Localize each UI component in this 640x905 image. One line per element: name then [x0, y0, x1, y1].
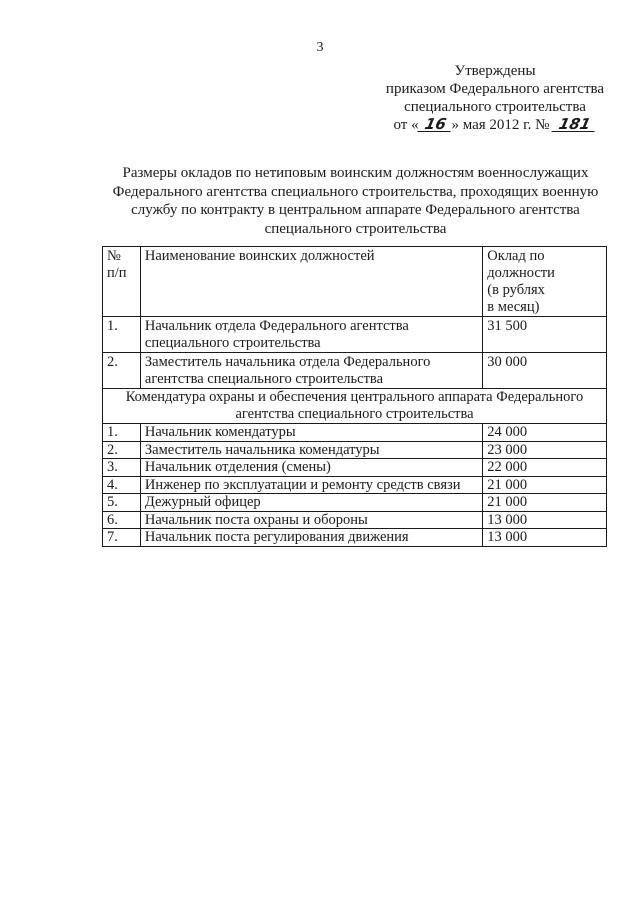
section-title	[103, 389, 607, 424]
row-salary: 13 000	[483, 529, 607, 547]
row-num: 1.	[103, 424, 141, 442]
page-number: 3	[316, 40, 324, 55]
row-name-line: специального строительства	[144, 335, 321, 351]
row-num: 6.	[103, 511, 141, 529]
row-name: Дежурный офицер	[140, 494, 482, 512]
row-num: 7.	[103, 529, 141, 547]
row-num: 2.	[103, 441, 141, 459]
header-name: Наименование воинских должностей	[140, 247, 482, 317]
table-row	[103, 441, 607, 459]
row-name-line: Заместитель начальника отдела Федерального	[144, 354, 431, 370]
header-salary	[483, 247, 607, 317]
row-name: Начальник поста регулирования движения	[140, 529, 482, 547]
approval-block	[360, 62, 630, 134]
row-num: 4.	[103, 476, 141, 494]
document-title	[98, 164, 613, 238]
row-salary: 31 500	[483, 317, 607, 353]
date-suffix: » мая 2012 г. №	[451, 117, 550, 133]
table-row	[103, 424, 607, 442]
date-prefix: от «	[393, 117, 419, 133]
title-line: службу по контракту в центральном аппарате Федерального агентства	[131, 202, 580, 218]
row-name-line: Начальник отдела Федерального агентства	[144, 318, 409, 334]
table-row	[103, 511, 607, 529]
table-row	[103, 529, 607, 547]
approval-date-line	[360, 116, 630, 134]
table-row	[103, 476, 607, 494]
row-name: Начальник комендатуры	[140, 424, 482, 442]
title-line: Размеры окладов по нетиповым воинским должностям военнослужащих	[122, 165, 589, 181]
row-num: 1.	[103, 317, 141, 353]
handwritten-order-number: 181	[552, 117, 599, 132]
approval-line-2: приказом Федерального агентства	[385, 81, 605, 97]
section-title-line: агентства специального строительства	[235, 406, 474, 422]
title-line: Федерального агентства специального строительства, проходящих военную	[112, 183, 599, 200]
row-salary: 21 000	[483, 476, 607, 494]
section-title-line: Комендатура охраны и обеспечения центрального аппарата Федерального	[125, 389, 584, 405]
row-salary: 24 000	[483, 424, 607, 442]
header-num-line: п/п	[107, 265, 127, 281]
header-salary-line: (в рублях	[487, 282, 545, 298]
row-name	[140, 317, 482, 353]
handwritten-day: 16	[417, 117, 453, 132]
header-num	[103, 247, 141, 317]
section-header-row	[103, 389, 607, 424]
row-num: 3.	[103, 459, 141, 477]
header-salary-line: должности	[487, 265, 555, 281]
row-name	[140, 353, 482, 389]
row-name-line: агентства специального строительства	[144, 371, 384, 387]
row-salary: 23 000	[483, 441, 607, 459]
approval-line-3: специального строительства	[404, 99, 586, 115]
row-name: Начальник поста охраны и обороны	[140, 511, 482, 529]
approval-line-1: Утверждены	[454, 63, 536, 79]
table-row	[103, 317, 607, 353]
row-name: Заместитель начальника комендатуры	[140, 441, 482, 459]
table-row	[103, 459, 607, 477]
row-salary: 21 000	[483, 494, 607, 512]
header-salary-line: в месяц)	[487, 299, 540, 315]
header-num-line: №	[107, 248, 121, 264]
table-row	[103, 494, 607, 512]
row-num: 2.	[103, 353, 141, 389]
row-salary: 22 000	[483, 459, 607, 477]
table-row	[103, 353, 607, 389]
row-num: 5.	[103, 494, 141, 512]
table-header-row	[103, 247, 607, 317]
header-salary-line: Оклад по	[487, 248, 545, 264]
row-salary: 13 000	[483, 511, 607, 529]
title-line: специального строительства	[264, 220, 447, 237]
row-name: Инженер по эксплуатации и ремонту средств связи	[140, 476, 482, 494]
salary-table	[102, 246, 607, 547]
row-name: Начальник отделения (смены)	[140, 459, 482, 477]
row-salary: 30 000	[483, 353, 607, 389]
